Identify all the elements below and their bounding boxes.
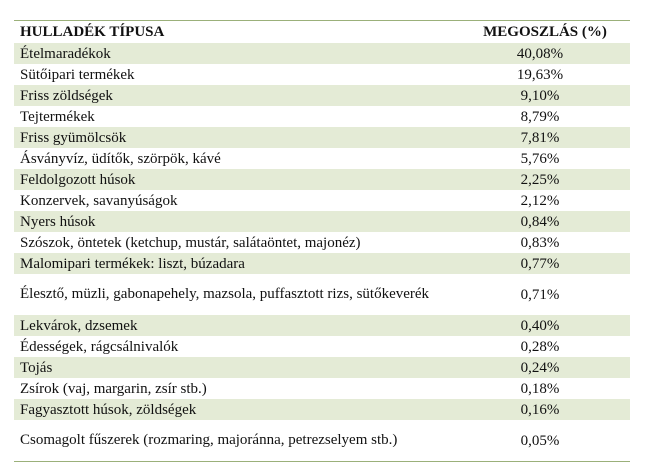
waste-type-cell: Tojás [20, 359, 53, 376]
share-cell: 40,08% [516, 45, 564, 62]
waste-type-cell: Zsírok (vaj, margarin, zsír stb.) [20, 380, 207, 397]
share-cell: 0,84% [520, 213, 560, 230]
share-cell: 2,25% [520, 171, 560, 188]
header-waste-type: HULLADÉK TÍPUSA [20, 24, 165, 40]
table-header [14, 21, 630, 43]
share-cell: 0,24% [520, 359, 560, 376]
table-row [14, 148, 630, 169]
share-cell: 0,05% [520, 432, 560, 449]
waste-type-cell: Ásványvíz, üdítők, szörpök, kávé [20, 150, 221, 167]
table-row [14, 64, 630, 85]
waste-distribution-table [14, 20, 630, 462]
waste-type-cell: Friss zöldségek [20, 87, 113, 104]
waste-type-cell: Sütőipari termékek [20, 66, 135, 83]
share-cell: 0,83% [520, 234, 560, 251]
table-row [14, 378, 630, 399]
table-row [14, 274, 630, 315]
table-row [14, 336, 630, 357]
waste-type-cell: Feldolgozott húsok [20, 171, 136, 188]
waste-type-cell: Malomipari termékek: liszt, búzadara [20, 255, 245, 272]
share-cell: 0,18% [520, 380, 560, 397]
share-cell: 0,16% [520, 401, 560, 418]
waste-type-cell: Fagyasztott húsok, zöldségek [20, 401, 197, 418]
waste-type-cell: Nyers húsok [20, 213, 96, 230]
waste-type-cell: Ételmaradékok [20, 45, 111, 62]
waste-type-cell: Édességek, rágcsálnivalók [20, 338, 179, 355]
waste-type-cell: Élesztő, müzli, gabonapehely, mazsola, puffasztott rizs, sütőkeverék [20, 286, 430, 302]
table-row [14, 106, 630, 127]
table-row [14, 169, 630, 190]
table-row [14, 85, 630, 106]
waste-type-cell: Csomagolt fűszerek (rozmaring, majoránna, petrezselyem stb.) [20, 432, 398, 448]
waste-type-cell: Friss gyümölcsök [20, 129, 127, 146]
table-row [14, 232, 630, 253]
share-cell: 5,76% [520, 150, 560, 167]
share-cell: 0,40% [520, 317, 560, 334]
table-row [14, 315, 630, 336]
table-row [14, 211, 630, 232]
waste-type-cell: Lekvárok, dzsemek [20, 317, 138, 334]
table-row [14, 43, 630, 64]
waste-type-cell: Tejtermékek [20, 108, 95, 125]
table-row [14, 420, 630, 461]
share-cell: 7,81% [520, 129, 560, 146]
waste-type-cell: Konzervek, savanyúságok [20, 192, 178, 209]
share-cell: 0,77% [520, 255, 560, 272]
waste-type-cell: Szószok, öntetek (ketchup, mustár, salátaöntet, majonéz) [20, 234, 361, 251]
share-cell: 19,63% [516, 66, 564, 83]
share-cell: 9,10% [520, 87, 560, 104]
table-row [14, 399, 630, 420]
share-cell: 2,12% [520, 192, 560, 209]
table-row [14, 190, 630, 211]
table-row [14, 357, 630, 378]
share-cell: 0,28% [520, 338, 560, 355]
table-row [14, 253, 630, 274]
table-row [14, 127, 630, 148]
share-cell: 0,71% [520, 286, 560, 303]
share-cell: 8,79% [520, 108, 560, 125]
header-share: MEGOSZLÁS (%) [483, 24, 607, 40]
